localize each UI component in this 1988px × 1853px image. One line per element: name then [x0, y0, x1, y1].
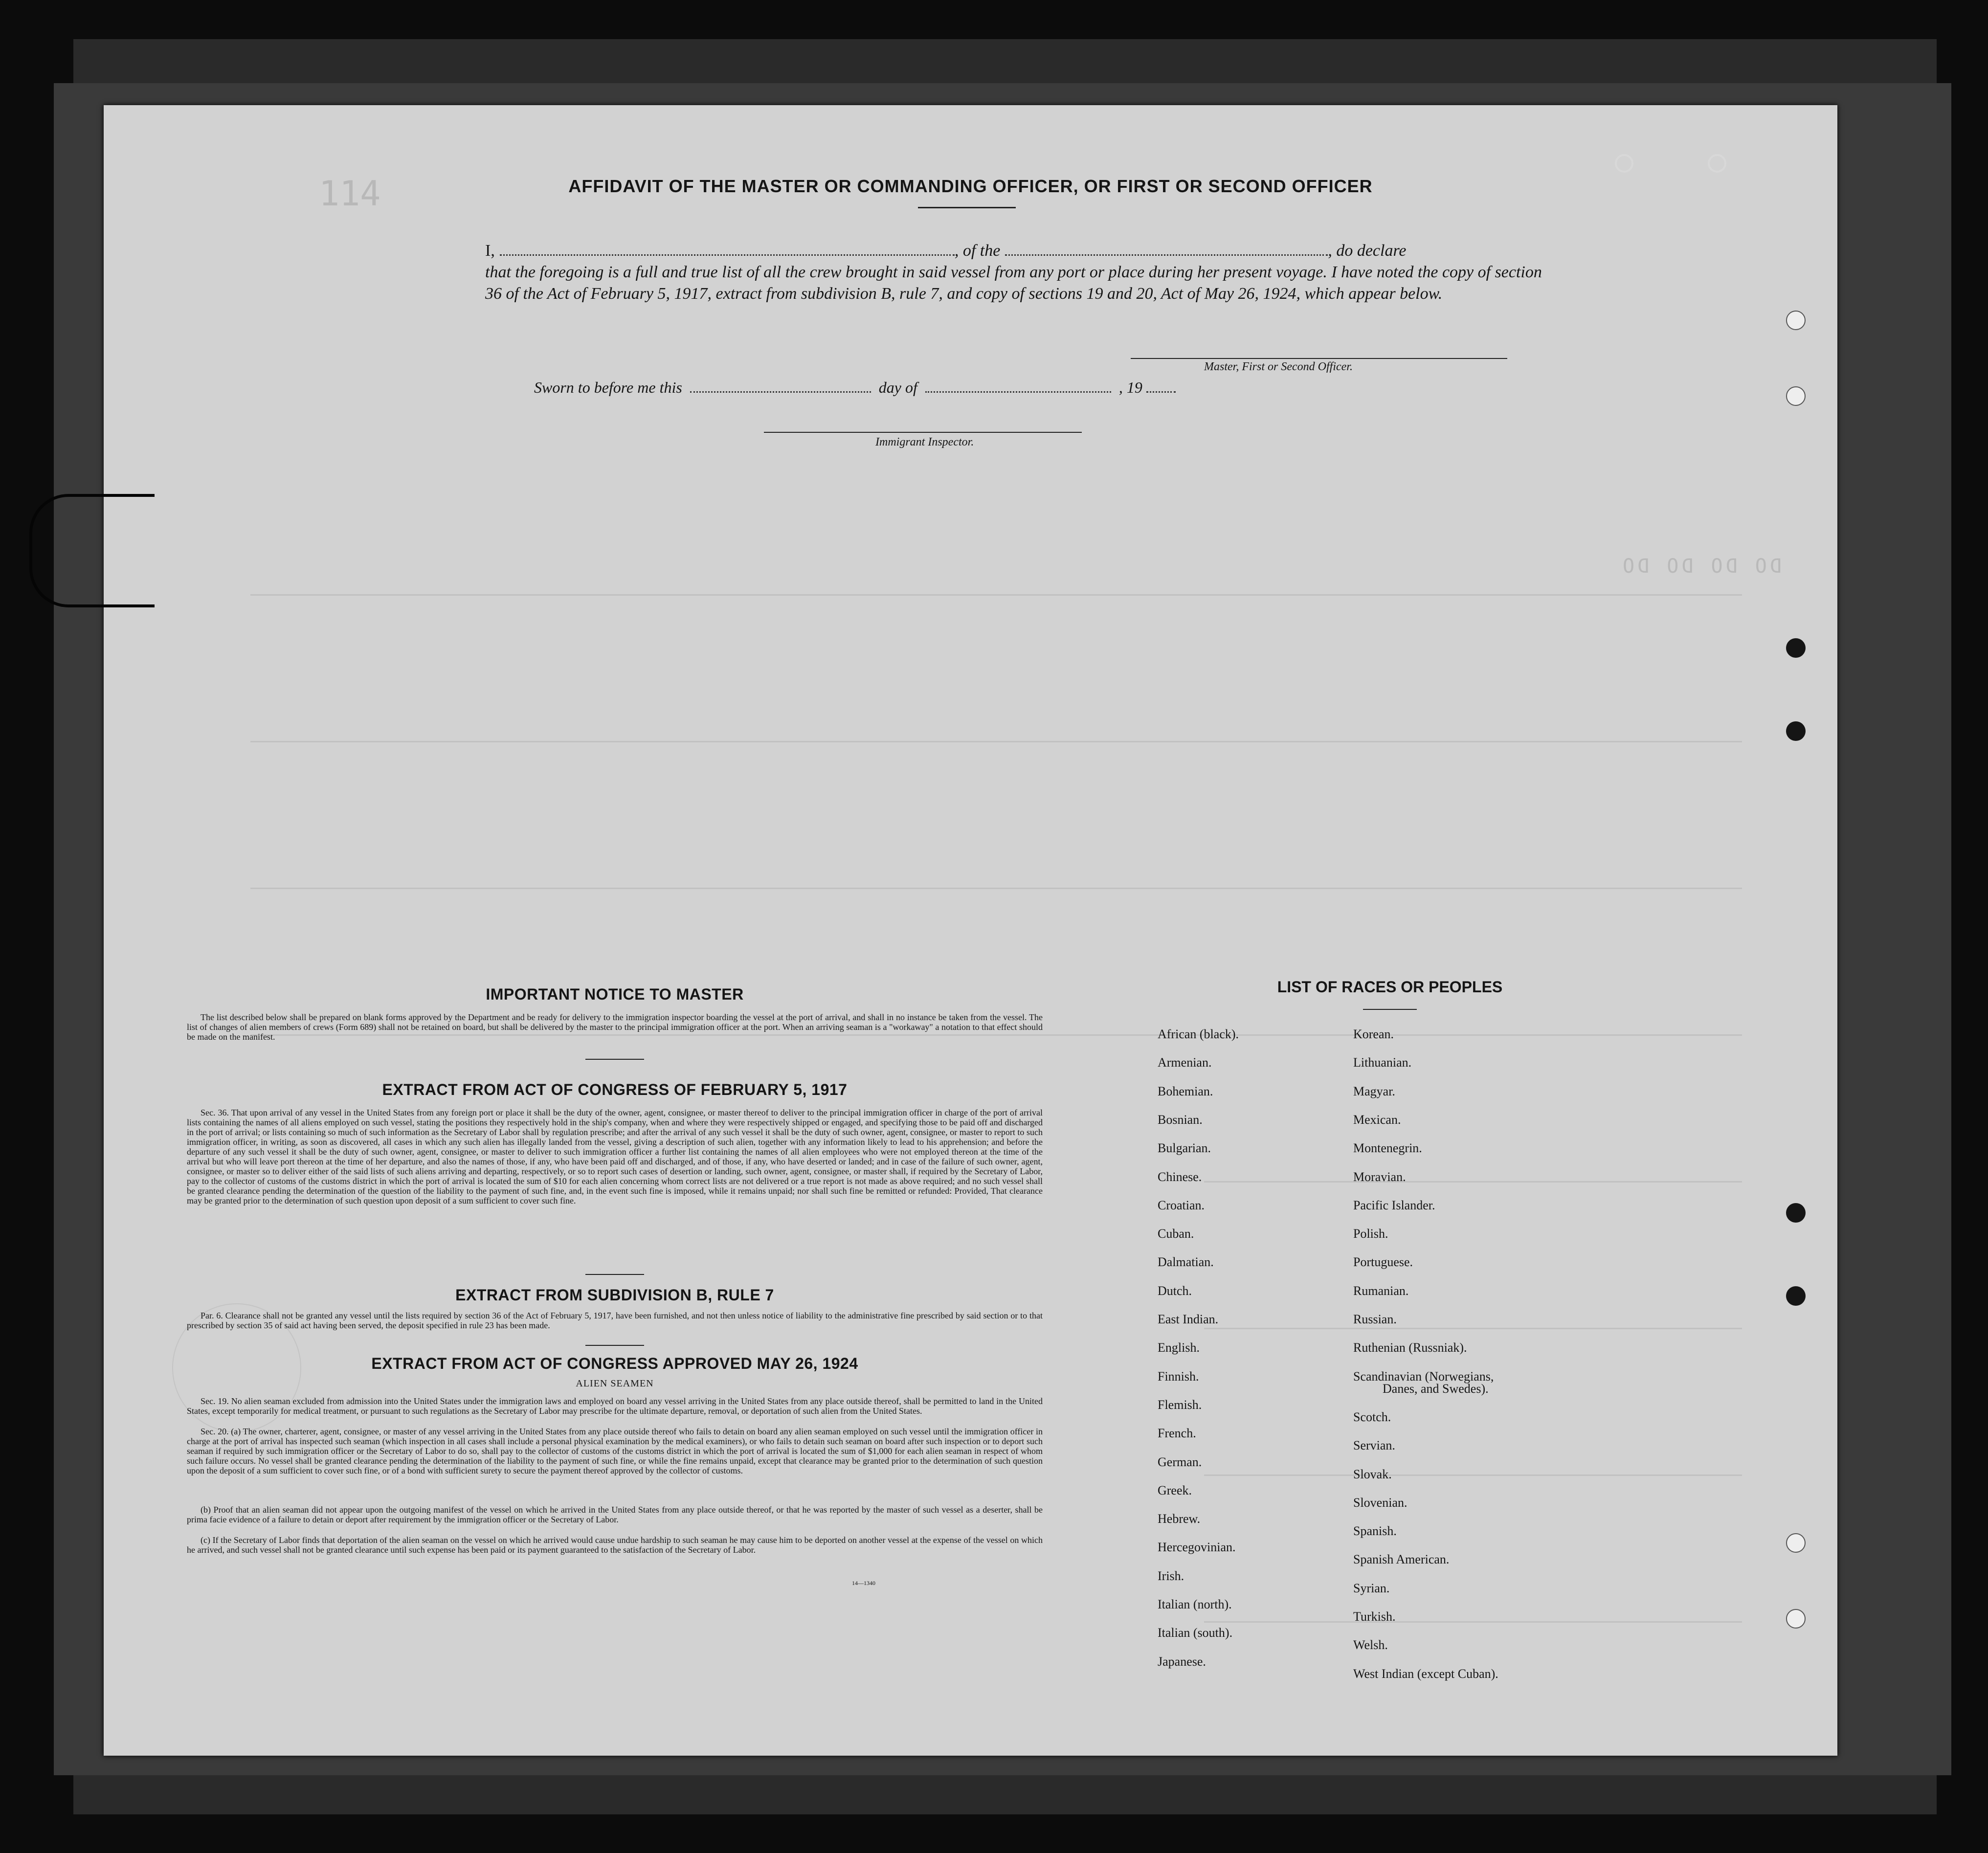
signature-line [1131, 358, 1507, 359]
sec20a-text: Sec. 20. (a) The owner, charterer, agent, consignee, or master of any vessel arriving in the United States from any place outside thereof who fails to detain on board any alien seaman employed on such vessel until the immigration officer in charge at the port of arrival has inspected such seaman (which inspection in all cases shall include a personal physical examination by the medical examiners), or who fails to detain such seaman on board after such inspection or to deport such seaman if required by such immigration officer or the Secretary of Labor to do so, shall pay to the collector of customs of the customs district in which the port of arrival is located the sum of $1,000 for each alien seaman in respect of whom such failure occurs. No vessel shall be granted clearance pending the determination of the liability to the payment of such fine, or while the fine remains unpaid, except that clearance may be granted prior to the determination of such question upon the deposit of a sum sufficient to cover such fine, or of a bond with sufficient surety to secure the payment thereof approved by the collector of customs. [187, 1427, 1043, 1475]
race-item: Finnish. [1158, 1369, 1199, 1384]
race-item: Slovak. [1353, 1467, 1392, 1481]
section-rule [585, 1274, 644, 1275]
race-item: English. [1158, 1340, 1200, 1355]
race-item: Servian. [1353, 1438, 1395, 1453]
race-item: Lithuanian. [1353, 1055, 1412, 1070]
race-item: Scotch. [1353, 1409, 1391, 1424]
race-item: Bohemian. [1158, 1084, 1213, 1098]
bleed-through-row: DO DO DO DO [1620, 555, 1782, 578]
race-item: Welsh. [1353, 1638, 1388, 1652]
race-item: Japanese. [1158, 1654, 1206, 1669]
sworn-year-blank [1146, 377, 1176, 393]
race-item: Bosnian. [1158, 1112, 1203, 1127]
race-item: Portuguese. [1353, 1255, 1413, 1270]
races-title: LIST OF RACES OR PEOPLES [1277, 978, 1503, 996]
page-number: 114 [319, 174, 381, 214]
race-item: Turkish. [1353, 1609, 1396, 1624]
title-rule [918, 207, 1016, 208]
race-item: Irish. [1158, 1568, 1184, 1583]
vessel-blank [1005, 240, 1328, 256]
race-item: Danes, and Swedes). [1383, 1381, 1489, 1396]
race-item: Russian. [1353, 1312, 1397, 1326]
race-item: Hebrew. [1158, 1512, 1201, 1526]
race-item: Croatian. [1158, 1198, 1205, 1212]
race-item: Greek. [1158, 1483, 1192, 1497]
punch-hole [1786, 1286, 1806, 1306]
punch-ring [1708, 154, 1726, 173]
form-number: 14—1340 [852, 1580, 875, 1586]
race-item: German. [1158, 1454, 1202, 1469]
race-item: Mexican. [1353, 1112, 1401, 1127]
extract-1917-title: EXTRACT FROM ACT OF CONGRESS OF FEBRUARY 5, 1917 [382, 1081, 848, 1098]
race-item: Polish. [1353, 1227, 1388, 1241]
sworn-month-blank [925, 377, 1111, 393]
race-item: West Indian (except Cuban). [1353, 1666, 1498, 1681]
race-item: French. [1158, 1426, 1196, 1441]
sec20b-text: (b) Proof that an alien seaman did not appear upon the outgoing manifest of the vessel on which he arrived in the United States from any place outside thereof, or that he was reported by the master of such vessel as a deserter, shall be prima facie evidence of a failure to detain or deport after requirement by the immigration officer or the Secretary of Labor. [187, 1505, 1043, 1524]
bleed-through-rule [1204, 1328, 1742, 1329]
inspector-line [764, 432, 1082, 433]
punch-hole [1786, 1533, 1806, 1553]
race-item: Pacific Islander. [1353, 1198, 1435, 1212]
bleed-through-rule [1204, 1181, 1742, 1183]
signature-caption: Master, First or Second Officer. [1204, 360, 1353, 373]
notice-text: The list described below shall be prepared on blank forms approved by the Department and be ready for delivery to the immigration inspector boarding the vessel at the port of arrival, and shall in no instance be taken from the vessel. The list of changes of alien members of crews (Form 689) shall not be retained on board, but shall be delivered by the master to the principal immigration officer at the port. When an arriving seaman is a "workaway" a notation to that effect should be made on the manifest. [187, 1012, 1043, 1042]
race-item: Armenian. [1158, 1055, 1212, 1070]
bleed-through-rule [250, 741, 1742, 742]
declaration-of-the: , of the [954, 242, 1001, 260]
section-rule [585, 1345, 644, 1346]
punch-hole [1786, 1609, 1806, 1629]
race-item: Montenegrin. [1353, 1141, 1422, 1156]
declaration-text: that the foregoing is a full and true list of all the crew brought in said vessel from any port or place during her present voyage. I have noted the copy of section 36 of the Act of February 5, 1917, extract from subdivision B, rule 7, and copy of sections 19 and 20, Act of May 26, 1924, which appear below. [485, 263, 1542, 303]
race-item: Korean. [1353, 1027, 1394, 1041]
inspector-caption: Immigrant Inspector. [875, 436, 974, 448]
declaration-i: I, [485, 242, 495, 260]
sworn-prefix: Sworn to before me this [534, 379, 682, 396]
sec20c-text: (c) If the Secretary of Labor finds that deportation of the alien seaman on the vessel on which he arrived would cause undue hardship to such seaman he may cause him to be deported on another vessel at the expense of the vessel on which he arrived, and such vessel shall not be granted clearance until such expense has been paid or its payment guaranteed to the satisfaction of the Secretary of Labor. [187, 1535, 1043, 1555]
race-item: Dutch. [1158, 1283, 1192, 1298]
punch-hole [1786, 1203, 1806, 1223]
bleed-through-rule [250, 888, 1742, 889]
extract-1924-title: EXTRACT FROM ACT OF CONGRESS APPROVED MAY 26, 1924 [371, 1355, 858, 1372]
bleed-through-rule [1204, 1474, 1742, 1476]
binder-wire [29, 494, 155, 607]
punch-hole [1786, 721, 1806, 741]
race-item: African (black). [1158, 1027, 1239, 1041]
race-item: Scandinavian (Norwegians, [1353, 1369, 1494, 1384]
notice-title: IMPORTANT NOTICE TO MASTER [486, 985, 744, 1003]
race-item: Dalmatian. [1158, 1255, 1214, 1270]
declaration-do-declare: , do declare [1328, 242, 1407, 260]
bleed-through-rule [250, 594, 1742, 596]
race-item: Spanish. [1353, 1524, 1397, 1539]
sworn-day-blank [690, 377, 871, 393]
race-item: Italian (north). [1158, 1597, 1232, 1611]
sworn-year: , 19 [1118, 379, 1142, 396]
race-item: Slovenian. [1353, 1495, 1407, 1510]
sworn-day-of: day of [878, 379, 917, 396]
race-item: Magyar. [1353, 1084, 1395, 1098]
affidavit-title: AFFIDAVIT OF THE MASTER OR COMMANDING OFFICER, OR FIRST OR SECOND OFFICER [568, 176, 1373, 196]
alien-seamen-heading: ALIEN SEAMEN [576, 1378, 654, 1389]
race-item: Moravian. [1353, 1169, 1406, 1184]
sec19-text: Sec. 19. No alien seaman excluded from admission into the United States under the immigration laws and employed on board any vessel arriving in the United States from any place outside thereof, shall be permitted to land in the United States, except temporarily for medical treatment, or pursuant to such regulations as the Secretary of Labor may prescribe for the ultimate departure, removal, or deportation of such alien from the United States. [187, 1396, 1043, 1416]
punch-hole [1786, 386, 1806, 406]
race-item: Chinese. [1158, 1169, 1202, 1184]
punch-ring [1615, 154, 1633, 173]
name-blank [500, 240, 955, 256]
punch-hole [1786, 311, 1806, 330]
extract-1917-text: Sec. 36. That upon arrival of any vessel in the United States from any foreign port or place it shall be the duty of the owner, agent, consignee, or master thereof to deliver to the principal immigration officer in charge of the port of arrival lists containing the names of all aliens employed on such vessel, stating the positions they respectively hold in the ship's company, when and where they were respectively shipped or engaged, and specifying those to be paid off and discharged in the port of arrival; or lists containing so much of such information as the Secretary of Labor shall by regulation prescribe; and after the arrival of any such vessel it shall be the duty of such owner, agent, consignee, or master to report to such immigration officer, in writing, as soon as discovered, all cases in which any such alien has illegally landed from the vessel, giving a description of such alien, together with any information likely to lead to his apprehension; and before the departure of any such vessel it shall be the duty of such owner, agent, consignee, or master to deliver to such immigration officer a further list containing the names of all alien employees who were not employed thereon at the time of the arrival but who will leave port thereon at the time of her departure, and also the names of those, if any, who have been paid off and discharged, and of those, if any, who have deserted or landed; and in case of the failure of such owner, agent, consignee, or master so to deliver either of the said lists of such aliens arriving and departing, respectively, or so to report such cases of desertion or landing, such owner, agent, consignee, or master shall, if required by the Secretary of Labor, pay to the collector of customs of the customs district in which the port of arrival is located the sum of $10 for each alien concerning whom correct lists are not delivered or a true report is not made as above required; and no such vessel shall be granted clearance pending the determination of the question of the liability to the payment of such fine, and, in the event such fine is imposed, while it remains unpaid; nor shall such fine be remitted or refunded: Provided, That clearance may be granted prior to the determination of such question upon deposit of a sum sufficient to cover such fine. [187, 1108, 1043, 1206]
punch-hole [1786, 638, 1806, 658]
extract-rule7-title: EXTRACT FROM SUBDIVISION B, RULE 7 [455, 1286, 774, 1304]
race-item: Cuban. [1158, 1227, 1194, 1241]
race-item: East Indian. [1158, 1312, 1219, 1326]
race-item: Rumanian. [1353, 1283, 1409, 1298]
sworn-line [534, 377, 1176, 397]
race-item: Syrian. [1353, 1581, 1390, 1595]
race-item: Bulgarian. [1158, 1141, 1211, 1156]
race-item: Flemish. [1158, 1397, 1202, 1412]
race-item: Italian (south). [1158, 1626, 1233, 1640]
extract-rule7-text: Par. 6. Clearance shall not be granted any vessel until the lists required by section 36 of the Act of February 5, 1917, have been furnished, and not then unless notice of liability to the administrative fine prescribed by said section or to that prescribed by section 35 of said act having been served, the deposit specified in rule 23 has been made. [187, 1311, 1043, 1330]
affidavit-declaration [485, 240, 1561, 305]
bleed-through-rule [1204, 1621, 1742, 1623]
races-rule [1363, 1009, 1417, 1010]
race-item: Hercegovinian. [1158, 1540, 1236, 1555]
section-rule [585, 1059, 644, 1060]
race-item: Spanish American. [1353, 1552, 1450, 1567]
manifest-page [104, 105, 1837, 1756]
race-item: Ruthenian (Russniak). [1353, 1340, 1467, 1355]
